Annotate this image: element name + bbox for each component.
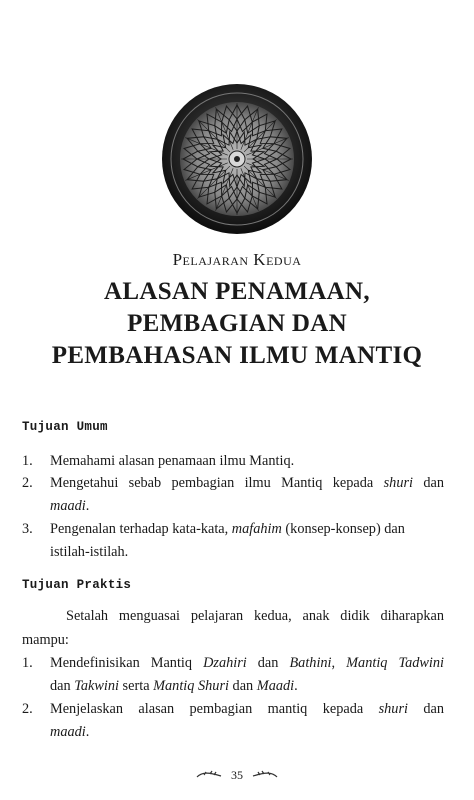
floral-flourish-icon	[196, 770, 222, 780]
list-number: 2.	[22, 475, 33, 491]
list-text: Mendefinisikan Mantiq Dzahiri dan Bathini, Mantiq Tadwini dan Takwini serta Mantiq Shuri dan Maadi.	[50, 655, 445, 694]
list-text: Menjelaskan alasan pembagian mantiq kepada shuri dan maadi.	[50, 701, 445, 740]
geometric-star-medallion-icon	[161, 83, 313, 235]
list-text: Mengetahui sebab pembagian ilmu Mantiq kepada shuri dan maadi.	[50, 475, 444, 514]
list-number: 1.	[22, 655, 33, 671]
floral-flourish-icon	[252, 770, 278, 780]
list-number: 3.	[22, 521, 33, 537]
page-footer	[0, 767, 474, 783]
chapter-kicker: Pelajaran Kedua	[172, 250, 302, 269]
section-heading-tujuan-umum: Tujuan Umum	[22, 420, 108, 434]
chapter-title-line-2: PEMBAGIAN DAN	[127, 310, 347, 337]
list-text: Pengenalan terhadap kata-kata, mafahim (konsep-konsep) dan istilah-istilah.	[50, 521, 405, 560]
chapter-title-line-3: PEMBAHASAN ILMU MANTIQ	[51, 342, 423, 369]
page-number: 35	[231, 767, 243, 782]
intro-paragraph: Setalah menguasai pelajaran kedua, anak didik diharapkan mampu:	[22, 608, 444, 648]
chapter-title-line-1: ALASAN PENAMAAN,	[104, 278, 370, 305]
section-heading-tujuan-praktis: Tujuan Praktis	[22, 578, 132, 592]
list-number: 2.	[22, 701, 33, 717]
list-text: Memahami alasan penamaan ilmu Mantiq.	[50, 453, 295, 469]
list-number: 1.	[22, 453, 33, 469]
